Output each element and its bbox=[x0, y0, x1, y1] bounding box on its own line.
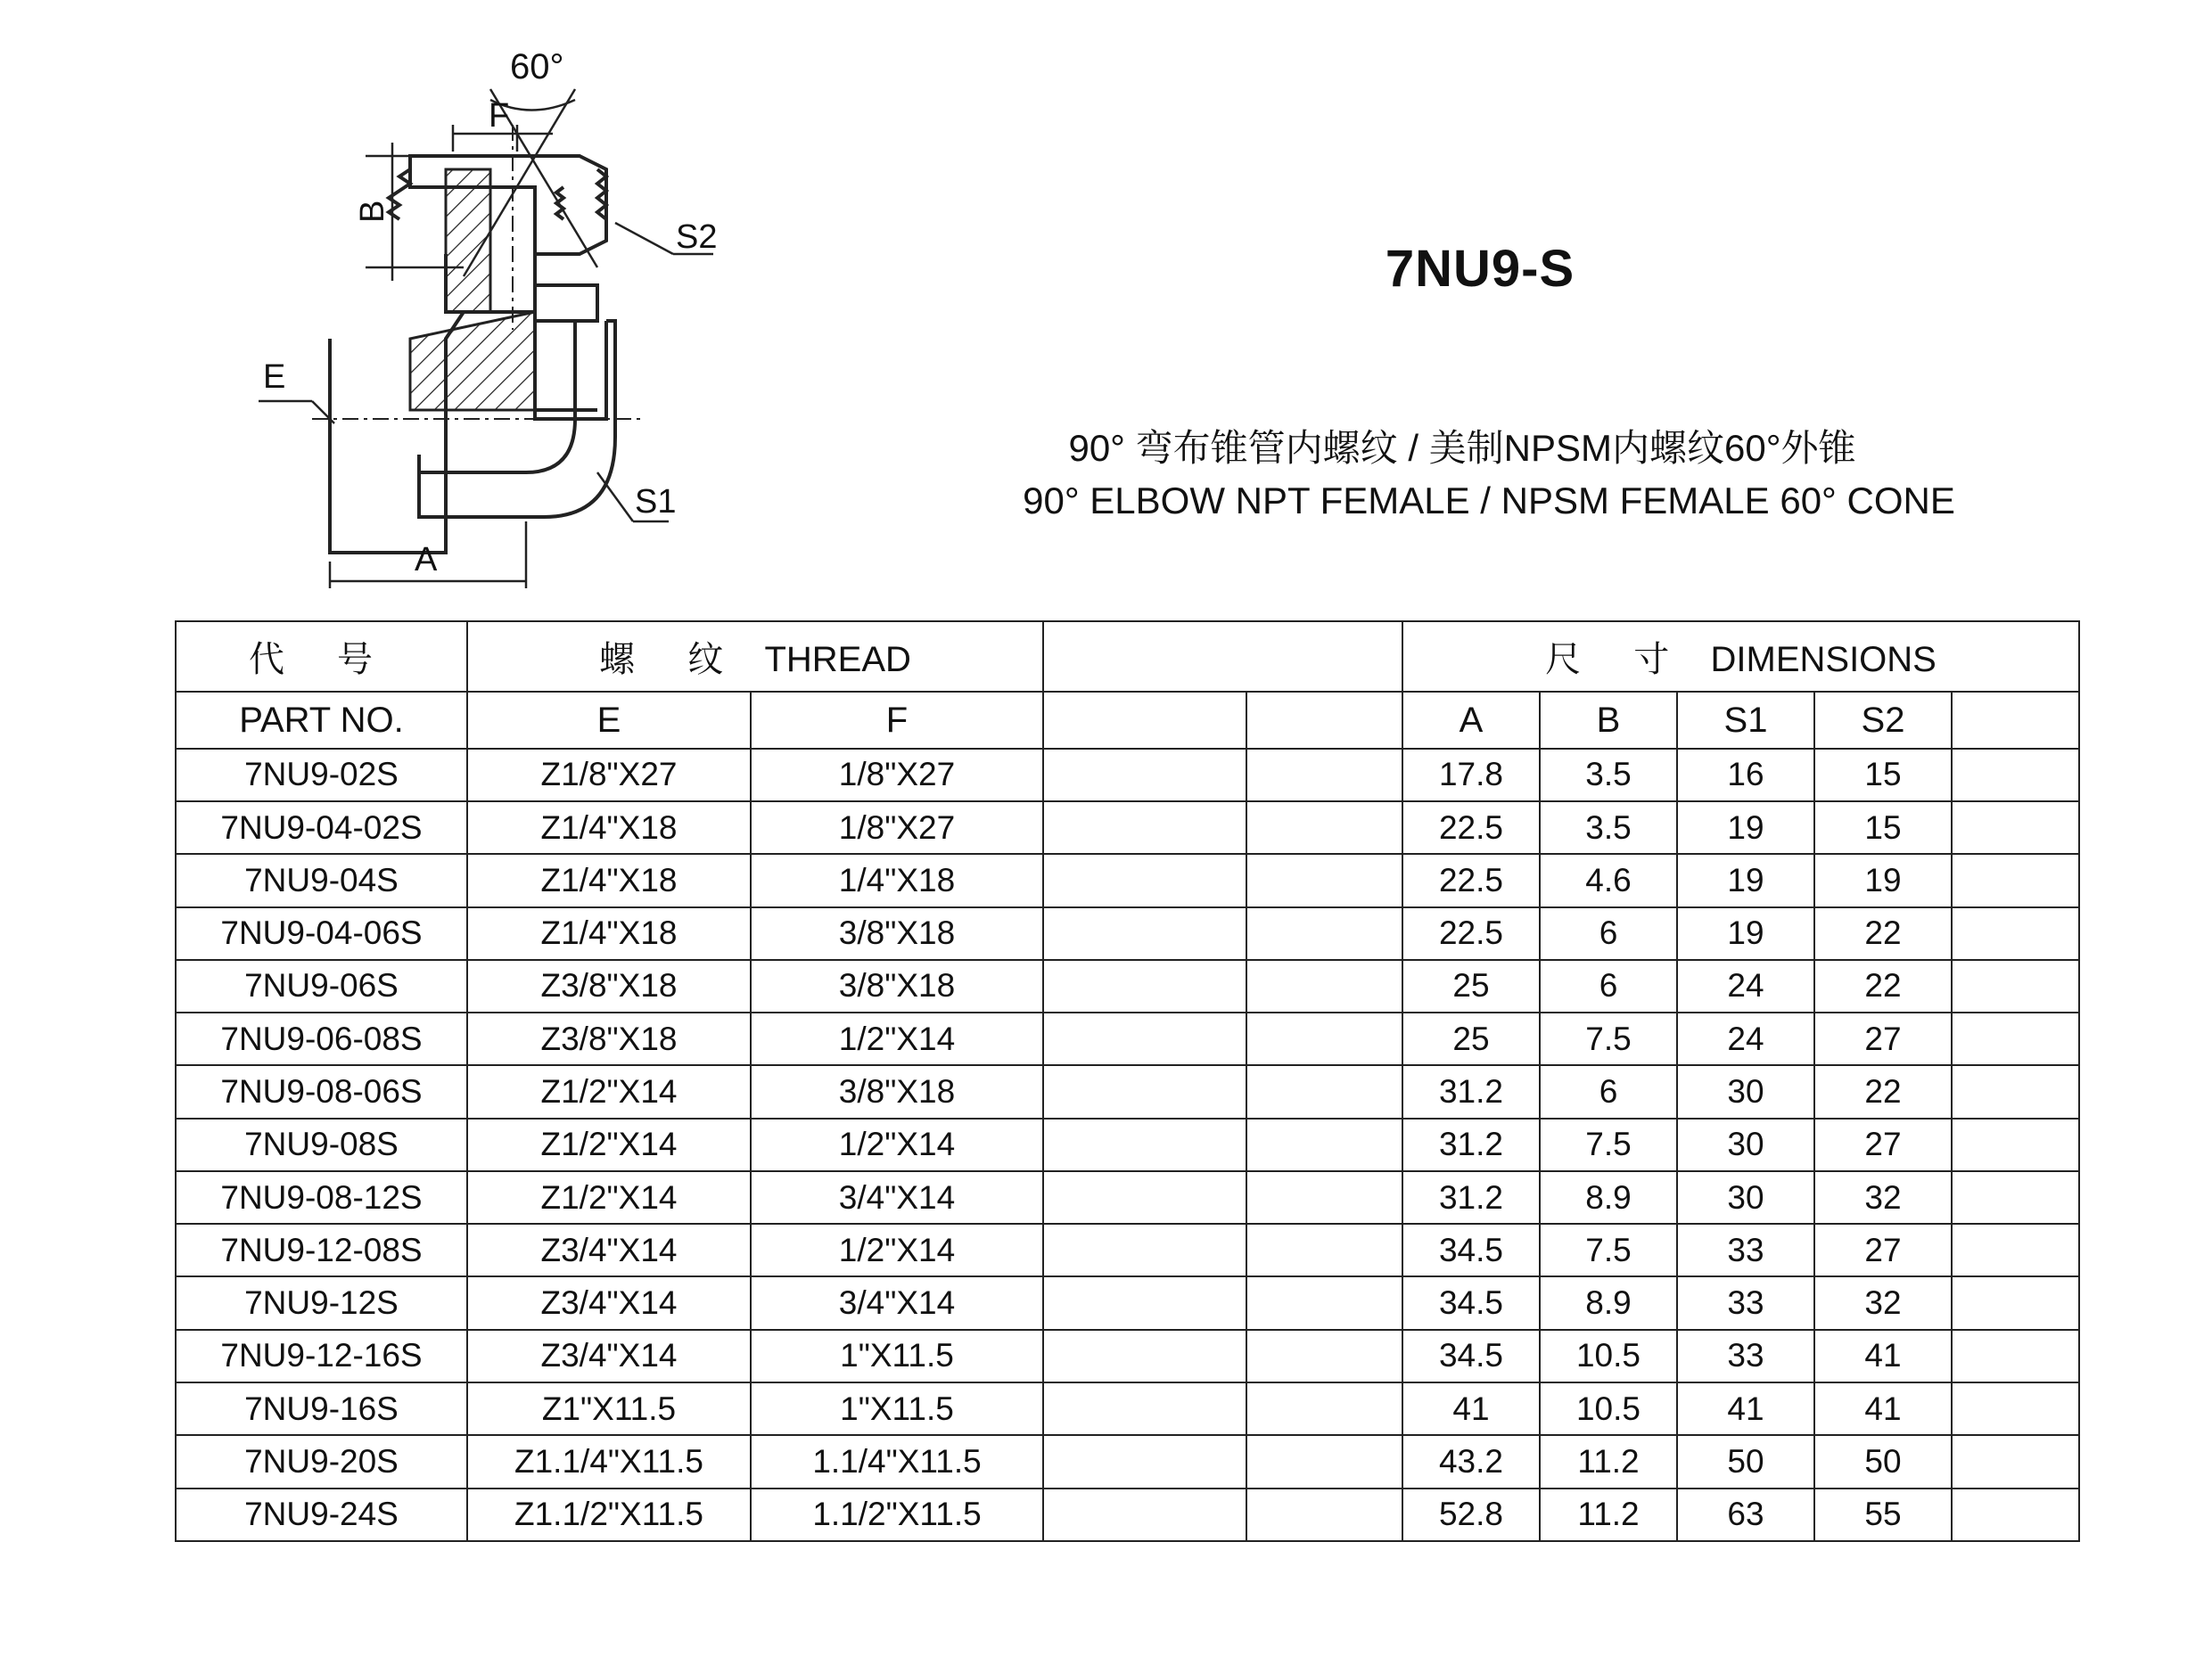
blank-cell bbox=[1952, 1382, 2079, 1435]
thread-header: 螺 纹 THREAD bbox=[467, 621, 1043, 692]
thread-e-cell: Z3/8"X18 bbox=[467, 960, 751, 1013]
dim-s1-cell: 19 bbox=[1677, 854, 1814, 906]
part-no-cell: 7NU9-12-08S bbox=[176, 1224, 467, 1276]
dim-s2-cell: 22 bbox=[1814, 960, 1952, 1013]
blank-cell bbox=[1952, 907, 2079, 960]
part-no-cell: 7NU9-12-16S bbox=[176, 1330, 467, 1382]
blank-cell bbox=[1952, 1435, 2079, 1488]
blank-cell bbox=[1246, 1171, 1402, 1224]
dim-s2-cell: 41 bbox=[1814, 1330, 1952, 1382]
dim-s1-cell: 50 bbox=[1677, 1435, 1814, 1488]
thread-f-cell: 1/2"X14 bbox=[751, 1224, 1043, 1276]
blank-cell bbox=[1246, 854, 1402, 906]
part-no-cell: 7NU9-04-06S bbox=[176, 907, 467, 960]
thread-f-cell: 1/4"X18 bbox=[751, 854, 1043, 906]
thread-e-cell: Z1.1/2"X11.5 bbox=[467, 1489, 751, 1541]
blank-cell bbox=[1043, 1435, 1246, 1488]
blank-header bbox=[1043, 621, 1402, 692]
part-no-cell: 7NU9-04-02S bbox=[176, 801, 467, 854]
blank-cell bbox=[1043, 1013, 1246, 1065]
dim-s1-cell: 24 bbox=[1677, 1013, 1814, 1065]
dim-a-cell: 25 bbox=[1402, 1013, 1540, 1065]
blank-cell bbox=[1952, 1330, 2079, 1382]
dim-b-cell: 7.5 bbox=[1540, 1119, 1677, 1171]
dim-s1-cell: 41 bbox=[1677, 1382, 1814, 1435]
subtitle-english: 90° ELBOW NPT FEMALE / NPSM FEMALE 60° CONE bbox=[1023, 480, 1955, 521]
table-row bbox=[176, 1382, 2079, 1435]
header-row-2 bbox=[176, 692, 2079, 748]
part-no-cell: 7NU9-04S bbox=[176, 854, 467, 906]
blank-cell bbox=[1043, 1330, 1246, 1382]
dim-s2-cell: 15 bbox=[1814, 801, 1952, 854]
dim-s1-cell: 33 bbox=[1677, 1276, 1814, 1329]
thread-f-cell: 1/8"X27 bbox=[751, 801, 1043, 854]
thread-e-cell: Z1.1/4"X11.5 bbox=[467, 1435, 751, 1488]
dim-s1-cell: 16 bbox=[1677, 749, 1814, 801]
specification-table bbox=[175, 620, 2080, 1542]
blank-cell bbox=[1952, 1224, 2079, 1276]
part-no-cell: 7NU9-16S bbox=[176, 1382, 467, 1435]
thread-f-cell: 1.1/2"X11.5 bbox=[751, 1489, 1043, 1541]
col-header-blank-3 bbox=[1952, 692, 2079, 748]
thread-f-cell: 3/8"X18 bbox=[751, 907, 1043, 960]
s2-label: S2 bbox=[676, 218, 718, 256]
blank-cell bbox=[1043, 1171, 1246, 1224]
dim-b-cell: 7.5 bbox=[1540, 1013, 1677, 1065]
thread-e-cell: Z1/2"X14 bbox=[467, 1171, 751, 1224]
blank-cell bbox=[1043, 1489, 1246, 1541]
dim-a-cell: 41 bbox=[1402, 1382, 1540, 1435]
dim-a-cell: 22.5 bbox=[1402, 854, 1540, 906]
thread-e-cell: Z3/8"X18 bbox=[467, 1013, 751, 1065]
thread-f-cell: 3/8"X18 bbox=[751, 1065, 1043, 1118]
table-body bbox=[176, 749, 2079, 1541]
col-header-f: F bbox=[751, 692, 1043, 748]
blank-cell bbox=[1952, 1119, 2079, 1171]
blank-cell bbox=[1246, 749, 1402, 801]
blank-cell bbox=[1043, 854, 1246, 906]
table-row bbox=[176, 1065, 2079, 1118]
dim-a-cell: 22.5 bbox=[1402, 907, 1540, 960]
fitting-technical-drawing bbox=[223, 36, 776, 588]
dim-s2-cell: 32 bbox=[1814, 1171, 1952, 1224]
thread-e-cell: Z1/4"X18 bbox=[467, 907, 751, 960]
dim-a-cell: 34.5 bbox=[1402, 1224, 1540, 1276]
blank-cell bbox=[1246, 1224, 1402, 1276]
thread-e-cell: Z3/4"X14 bbox=[467, 1276, 751, 1329]
blank-cell bbox=[1043, 907, 1246, 960]
dim-s1-cell: 33 bbox=[1677, 1330, 1814, 1382]
dim-a-cell: 31.2 bbox=[1402, 1119, 1540, 1171]
dim-b-cell: 11.2 bbox=[1540, 1435, 1677, 1488]
thread-e-cell: Z1/4"X18 bbox=[467, 854, 751, 906]
dim-s1-cell: 19 bbox=[1677, 801, 1814, 854]
table-row bbox=[176, 749, 2079, 801]
part-no-cn-header: 代 号 bbox=[176, 621, 467, 692]
dim-b-cell: 11.2 bbox=[1540, 1489, 1677, 1541]
blank-cell bbox=[1043, 1065, 1246, 1118]
part-no-cell: 7NU9-06S bbox=[176, 960, 467, 1013]
subtitle-chinese: 90° 弯布锥管内螺纹 / 美制NPSM内螺纹60°外锥 bbox=[1068, 427, 1856, 469]
dim-s1-cell: 30 bbox=[1677, 1171, 1814, 1224]
part-no-cell: 7NU9-02S bbox=[176, 749, 467, 801]
a-label: A bbox=[415, 541, 438, 578]
dim-s2-cell: 27 bbox=[1814, 1224, 1952, 1276]
dim-s2-cell: 41 bbox=[1814, 1382, 1952, 1435]
dim-b-cell: 6 bbox=[1540, 907, 1677, 960]
table-row bbox=[176, 1013, 2079, 1065]
blank-cell bbox=[1043, 749, 1246, 801]
dim-b-cell: 8.9 bbox=[1540, 1276, 1677, 1329]
blank-cell bbox=[1043, 960, 1246, 1013]
blank-cell bbox=[1952, 749, 2079, 801]
blank-cell bbox=[1952, 960, 2079, 1013]
dim-a-cell: 52.8 bbox=[1402, 1489, 1540, 1541]
dim-b-cell: 3.5 bbox=[1540, 801, 1677, 854]
s1-label: S1 bbox=[635, 483, 677, 521]
thread-f-cell: 1/8"X27 bbox=[751, 749, 1043, 801]
col-header-e: E bbox=[467, 692, 751, 748]
col-header-s2: S2 bbox=[1814, 692, 1952, 748]
table-row bbox=[176, 1276, 2079, 1329]
blank-cell bbox=[1043, 1119, 1246, 1171]
dim-s2-cell: 22 bbox=[1814, 1065, 1952, 1118]
blank-cell bbox=[1952, 801, 2079, 854]
part-no-cell: 7NU9-08-12S bbox=[176, 1171, 467, 1224]
blank-cell bbox=[1043, 801, 1246, 854]
blank-cell bbox=[1952, 1013, 2079, 1065]
table-row bbox=[176, 1119, 2079, 1171]
thread-f-cell: 3/4"X14 bbox=[751, 1171, 1043, 1224]
part-no-cell: 7NU9-20S bbox=[176, 1435, 467, 1488]
thread-e-cell: Z1/2"X14 bbox=[467, 1065, 751, 1118]
dim-s2-cell: 32 bbox=[1814, 1276, 1952, 1329]
blank-cell bbox=[1246, 1382, 1402, 1435]
dim-a-cell: 22.5 bbox=[1402, 801, 1540, 854]
table-row bbox=[176, 1171, 2079, 1224]
dim-s1-cell: 63 bbox=[1677, 1489, 1814, 1541]
dim-s2-cell: 19 bbox=[1814, 854, 1952, 906]
thread-f-cell: 1.1/4"X11.5 bbox=[751, 1435, 1043, 1488]
thread-e-cell: Z1/2"X14 bbox=[467, 1119, 751, 1171]
dim-a-cell: 34.5 bbox=[1402, 1330, 1540, 1382]
dim-s2-cell: 27 bbox=[1814, 1119, 1952, 1171]
table-row bbox=[176, 1330, 2079, 1382]
table-row bbox=[176, 960, 2079, 1013]
part-no-en-header: PART NO. bbox=[176, 692, 467, 748]
dim-s1-cell: 30 bbox=[1677, 1065, 1814, 1118]
table-row bbox=[176, 1489, 2079, 1541]
part-no-cell: 7NU9-24S bbox=[176, 1489, 467, 1541]
table-row bbox=[176, 1435, 2079, 1488]
f-label: F bbox=[489, 97, 510, 135]
thread-e-cell: Z1"X11.5 bbox=[467, 1382, 751, 1435]
thread-f-cell: 1/2"X14 bbox=[751, 1119, 1043, 1171]
blank-cell bbox=[1952, 1276, 2079, 1329]
section-hatch-lower bbox=[410, 312, 535, 410]
dim-b-cell: 8.9 bbox=[1540, 1171, 1677, 1224]
dim-s1-cell: 30 bbox=[1677, 1119, 1814, 1171]
blank-cell bbox=[1952, 1065, 2079, 1118]
header-row-1 bbox=[176, 621, 2079, 692]
part-no-cell: 7NU9-08S bbox=[176, 1119, 467, 1171]
thread-e-cell: Z1/8"X27 bbox=[467, 749, 751, 801]
dim-b-cell: 6 bbox=[1540, 960, 1677, 1013]
blank-cell bbox=[1246, 1065, 1402, 1118]
dim-s2-cell: 15 bbox=[1814, 749, 1952, 801]
thread-f-cell: 1"X11.5 bbox=[751, 1382, 1043, 1435]
dim-a-cell: 43.2 bbox=[1402, 1435, 1540, 1488]
blank-cell bbox=[1246, 1330, 1402, 1382]
dim-a-cell: 17.8 bbox=[1402, 749, 1540, 801]
thread-f-cell: 3/8"X18 bbox=[751, 960, 1043, 1013]
table-row bbox=[176, 907, 2079, 960]
blank-cell bbox=[1952, 854, 2079, 906]
blank-cell bbox=[1246, 1489, 1402, 1541]
col-header-a: A bbox=[1402, 692, 1540, 748]
e-label: E bbox=[263, 358, 286, 396]
thread-e-cell: Z3/4"X14 bbox=[467, 1224, 751, 1276]
product-title: 7NU9-S bbox=[1385, 240, 1575, 298]
angle-label: 60° bbox=[510, 47, 564, 86]
blank-cell bbox=[1952, 1489, 2079, 1541]
dim-b-cell: 7.5 bbox=[1540, 1224, 1677, 1276]
table-row bbox=[176, 1224, 2079, 1276]
blank-cell bbox=[1952, 1171, 2079, 1224]
dim-s1-cell: 33 bbox=[1677, 1224, 1814, 1276]
blank-cell bbox=[1043, 1382, 1246, 1435]
dim-s2-cell: 27 bbox=[1814, 1013, 1952, 1065]
thread-e-cell: Z3/4"X14 bbox=[467, 1330, 751, 1382]
dim-s1-cell: 24 bbox=[1677, 960, 1814, 1013]
dim-a-cell: 25 bbox=[1402, 960, 1540, 1013]
thread-f-cell: 3/4"X14 bbox=[751, 1276, 1043, 1329]
col-header-b: B bbox=[1540, 692, 1677, 748]
dim-s2-cell: 22 bbox=[1814, 907, 1952, 960]
dim-a-cell: 34.5 bbox=[1402, 1276, 1540, 1329]
blank-cell bbox=[1043, 1276, 1246, 1329]
dim-b-cell: 6 bbox=[1540, 1065, 1677, 1118]
dim-a-cell: 31.2 bbox=[1402, 1065, 1540, 1118]
blank-cell bbox=[1246, 960, 1402, 1013]
dim-b-cell: 3.5 bbox=[1540, 749, 1677, 801]
table-row bbox=[176, 801, 2079, 854]
blank-cell bbox=[1246, 1276, 1402, 1329]
col-header-blank-1 bbox=[1043, 692, 1246, 748]
blank-cell bbox=[1246, 1435, 1402, 1488]
blank-cell bbox=[1246, 1013, 1402, 1065]
b-label: B bbox=[354, 200, 391, 223]
blank-cell bbox=[1246, 801, 1402, 854]
part-no-cell: 7NU9-12S bbox=[176, 1276, 467, 1329]
dim-b-cell: 10.5 bbox=[1540, 1382, 1677, 1435]
dimensions-header: 尺 寸 DIMENSIONS bbox=[1402, 621, 2079, 692]
blank-cell bbox=[1246, 1119, 1402, 1171]
part-no-cell: 7NU9-06-08S bbox=[176, 1013, 467, 1065]
dim-s1-cell: 19 bbox=[1677, 907, 1814, 960]
table-row bbox=[176, 854, 2079, 906]
dim-b-cell: 4.6 bbox=[1540, 854, 1677, 906]
dim-s2-cell: 55 bbox=[1814, 1489, 1952, 1541]
col-header-s1: S1 bbox=[1677, 692, 1814, 748]
col-header-blank-2 bbox=[1246, 692, 1402, 748]
dim-a-cell: 31.2 bbox=[1402, 1171, 1540, 1224]
thread-f-cell: 1"X11.5 bbox=[751, 1330, 1043, 1382]
blank-cell bbox=[1043, 1224, 1246, 1276]
dim-b-cell: 10.5 bbox=[1540, 1330, 1677, 1382]
part-no-cell: 7NU9-08-06S bbox=[176, 1065, 467, 1118]
thread-e-cell: Z1/4"X18 bbox=[467, 801, 751, 854]
blank-cell bbox=[1246, 907, 1402, 960]
thread-f-cell: 1/2"X14 bbox=[751, 1013, 1043, 1065]
dim-s2-cell: 50 bbox=[1814, 1435, 1952, 1488]
